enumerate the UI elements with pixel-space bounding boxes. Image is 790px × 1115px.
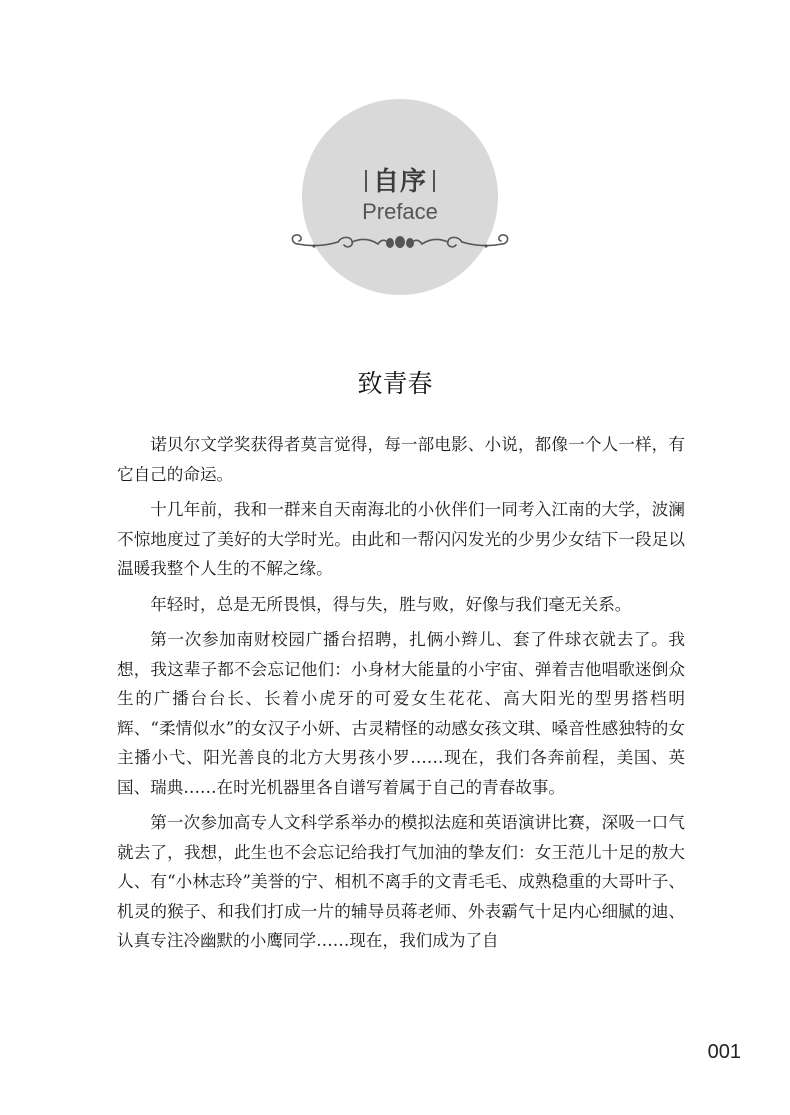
emblem-subtitle: Preface — [362, 199, 438, 224]
emblem-title-text: 自序 — [372, 167, 427, 197]
paragraph: 诺贝尔文学奖获得者莫言觉得，每一部电影、小说，都像一个人一样，有它自己的命运。 — [117, 435, 685, 484]
paragraph: 十几年前，我和一群来自天南海北的小伙伴们一同考入江南的大学，波澜不惊地度过了美好的大学时光。由此和一帮闪闪发光的少男少女结下一段足以温暖我整个人生的不解之缘。 — [117, 500, 685, 578]
right-bar-ornament — [433, 170, 435, 192]
preface-emblem — [302, 99, 498, 295]
chapter-title: 致青春 — [357, 369, 433, 398]
paragraph: 第一次参加南财校园广播台招聘，扎俩小辫儿、套了件球衣就去了。我想，我这辈子都不会忘记他们：小身材大能量的小宇宙、弹着吉他唱歌迷倒众生的广播台台长、长着小虎牙的可爱女生花花、高大阳光的型男搭档明辉、“柔情似水”的女汉子小妍、古灵精怪的动感女孩文琪、嗓音性感独特的女主播小弋、阳光善良的北方大男孩小罗……现在，我们各奔前程，美国、英国、瑞典……在时光机器里各自谱写着属于自己的青春故事。 — [117, 630, 685, 797]
emblem-title — [302, 161, 498, 198]
body-text — [117, 430, 685, 956]
scroll-ornament-icon — [286, 230, 514, 254]
paragraph: 第一次参加高专人文科学系举办的模拟法庭和英语演讲比赛，深吸一口气就去了，我想，此生也不会忘记给我打气加油的挚友们：女王范儿十足的敖大人、有“小林志玲”美誉的宁、相机不离手的文青毛毛、成熟稳重的大哥叶子、机灵的猴子、和我们打成一片的辅导员蒋老师、外表霸气十足内心细腻的迪、认真专注冷幽默的小鹰同学……现在，我们成为了自 — [117, 813, 685, 950]
page-number: 001 — [707, 1041, 741, 1063]
paragraph: 年轻时，总是无所畏惧，得与失，胜与败，好像与我们毫无关系。 — [150, 594, 632, 614]
left-bar-ornament — [365, 170, 367, 192]
